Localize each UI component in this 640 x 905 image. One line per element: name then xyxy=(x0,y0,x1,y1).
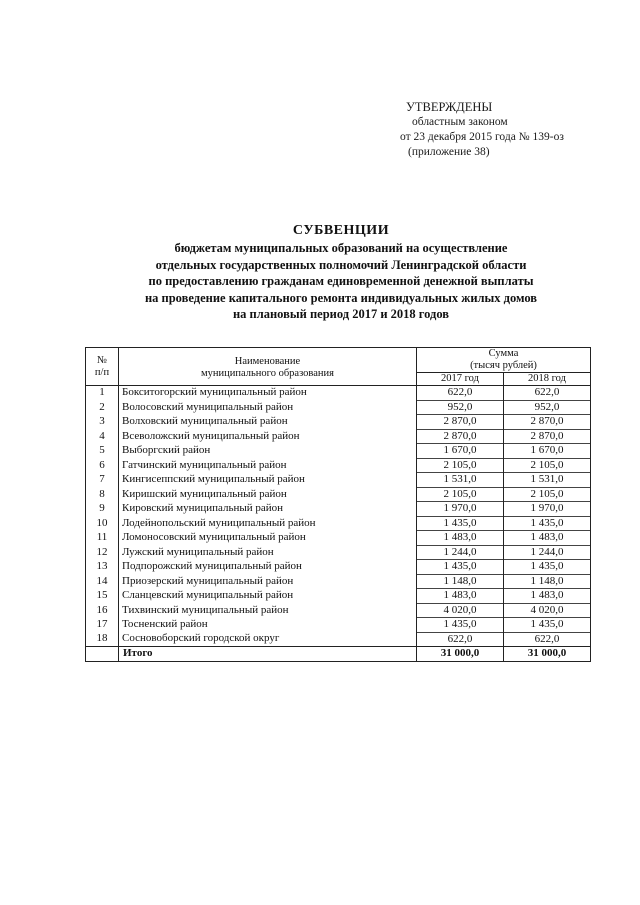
total-2018: 31 000,0 xyxy=(504,647,591,662)
table-row xyxy=(86,458,591,473)
table-row xyxy=(86,444,591,459)
title-line: на проведение капитального ремонта индивидуальных жилых домов xyxy=(144,290,538,305)
table-row xyxy=(86,618,591,633)
total-label: Итого xyxy=(119,647,417,662)
row-value-2018: 2 105,0 xyxy=(504,458,591,473)
row-value-2018: 1 483,0 xyxy=(504,589,591,604)
header-name-line-2: муниципального образования xyxy=(201,367,334,379)
row-municipality-name: Подпорожский муниципальный район xyxy=(119,560,417,575)
table-body xyxy=(86,386,591,647)
approval-line-1: УТВЕРЖДЕНЫ xyxy=(406,100,493,114)
subventions-table xyxy=(85,347,591,662)
table-row xyxy=(86,632,591,647)
row-municipality-name: Кингисеппский муниципальный район xyxy=(119,473,417,488)
row-value-2017: 4 020,0 xyxy=(417,603,504,618)
row-municipality-name: Сосновоборский городской округ xyxy=(119,632,417,647)
header-name-line-1: Наименование xyxy=(234,355,301,367)
title-main: СУБВЕНЦИИ xyxy=(292,223,390,238)
row-number: 6 xyxy=(86,458,119,473)
row-number: 5 xyxy=(86,444,119,459)
row-municipality-name: Ломоносовский муниципальный район xyxy=(119,531,417,546)
row-value-2018: 1 435,0 xyxy=(504,618,591,633)
row-municipality-name: Волосовский муниципальный район xyxy=(119,400,417,415)
row-number: 13 xyxy=(86,560,119,575)
row-value-2018: 622,0 xyxy=(504,386,591,401)
row-number: 11 xyxy=(86,531,119,546)
row-value-2018: 2 870,0 xyxy=(504,429,591,444)
approval-line-2: областным законом xyxy=(412,116,508,128)
table-row xyxy=(86,473,591,488)
title-line: на плановый период 2017 и 2018 годов xyxy=(232,307,450,321)
table-row xyxy=(86,415,591,430)
row-municipality-name: Бокситогорский муниципальный район xyxy=(119,386,417,401)
total-2017: 31 000,0 xyxy=(417,647,504,662)
row-municipality-name: Гатчинский муниципальный район xyxy=(119,458,417,473)
table-row xyxy=(86,574,591,589)
row-value-2018: 1 670,0 xyxy=(504,444,591,459)
row-number: 16 xyxy=(86,603,119,618)
row-value-2018: 4 020,0 xyxy=(504,603,591,618)
row-value-2018: 952,0 xyxy=(504,400,591,415)
row-number: 15 xyxy=(86,589,119,604)
row-value-2018: 1 970,0 xyxy=(504,502,591,517)
row-value-2018: 1 531,0 xyxy=(504,473,591,488)
row-number: 2 xyxy=(86,400,119,415)
approval-line-4: (приложение 38) xyxy=(408,146,490,158)
approval-line-3: от 23 декабря 2015 года № 139-оз xyxy=(400,131,564,143)
row-number: 7 xyxy=(86,473,119,488)
row-value-2017: 1 531,0 xyxy=(417,473,504,488)
row-municipality-name: Волховский муниципальный район xyxy=(119,415,417,430)
row-number: 4 xyxy=(86,429,119,444)
row-value-2018: 2 105,0 xyxy=(504,487,591,502)
row-value-2017: 1 435,0 xyxy=(417,516,504,531)
row-number: 10 xyxy=(86,516,119,531)
header-name xyxy=(119,348,417,386)
row-value-2017: 2 105,0 xyxy=(417,487,504,502)
row-number: 9 xyxy=(86,502,119,517)
total-row xyxy=(86,647,591,662)
row-municipality-name: Выборгский район xyxy=(119,444,417,459)
table-row xyxy=(86,589,591,604)
row-value-2018: 1 483,0 xyxy=(504,531,591,546)
row-value-2017: 1 244,0 xyxy=(417,545,504,560)
row-value-2017: 2 870,0 xyxy=(417,415,504,430)
row-value-2018: 1 435,0 xyxy=(504,560,591,575)
row-number: 14 xyxy=(86,574,119,589)
row-value-2017: 1 435,0 xyxy=(417,618,504,633)
table-row xyxy=(86,386,591,401)
row-number: 17 xyxy=(86,618,119,633)
row-municipality-name: Всеволожский муниципальный район xyxy=(119,429,417,444)
header-number-line-2: п/п xyxy=(94,366,110,378)
row-municipality-name: Киришский муниципальный район xyxy=(119,487,417,502)
table-row xyxy=(86,603,591,618)
row-value-2018: 1 244,0 xyxy=(504,545,591,560)
row-value-2017: 1 670,0 xyxy=(417,444,504,459)
row-value-2018: 622,0 xyxy=(504,632,591,647)
row-value-2017: 2 870,0 xyxy=(417,429,504,444)
title-line: по предоставлению гражданам единовременной денежной выплаты xyxy=(148,274,534,288)
row-municipality-name: Приозерский муниципальный район xyxy=(119,574,417,589)
row-number: 18 xyxy=(86,632,119,647)
table-row xyxy=(86,516,591,531)
table-row xyxy=(86,502,591,517)
row-value-2017: 1 483,0 xyxy=(417,531,504,546)
header-sum xyxy=(417,348,591,373)
table-row xyxy=(86,400,591,415)
row-municipality-name: Тосненский район xyxy=(119,618,417,633)
table-row xyxy=(86,560,591,575)
table-row xyxy=(86,545,591,560)
row-value-2017: 1 970,0 xyxy=(417,502,504,517)
title-line: отдельных государственных полномочий Ленинградской области xyxy=(155,257,527,272)
row-number: 12 xyxy=(86,545,119,560)
header-sum-line-2: (тысяч рублей) xyxy=(470,360,537,371)
header-year-2017: 2017 год xyxy=(417,373,504,386)
header-year-2018: 2018 год xyxy=(504,373,591,386)
row-value-2018: 1 148,0 xyxy=(504,574,591,589)
row-value-2018: 1 435,0 xyxy=(504,516,591,531)
row-number: 3 xyxy=(86,415,119,430)
row-value-2017: 952,0 xyxy=(417,400,504,415)
row-value-2018: 2 870,0 xyxy=(504,415,591,430)
row-municipality-name: Кировский муниципальный район xyxy=(119,502,417,517)
row-municipality-name: Тихвинский муниципальный район xyxy=(119,603,417,618)
row-municipality-name: Лужский муниципальный район xyxy=(119,545,417,560)
row-value-2017: 2 105,0 xyxy=(417,458,504,473)
table-row xyxy=(86,429,591,444)
table-row xyxy=(86,531,591,546)
approval-stamp xyxy=(400,100,564,160)
row-value-2017: 1 483,0 xyxy=(417,589,504,604)
row-municipality-name: Сланцевский муниципальный район xyxy=(119,589,417,604)
table-row xyxy=(86,487,591,502)
document-title xyxy=(0,222,640,323)
header-number xyxy=(86,348,119,386)
header-sum-line-1: Сумма xyxy=(488,348,519,359)
title-line: бюджетам муниципальных образований на осуществление xyxy=(174,241,508,255)
row-value-2017: 622,0 xyxy=(417,632,504,647)
total-number-cell xyxy=(86,647,119,662)
row-number: 8 xyxy=(86,487,119,502)
row-value-2017: 622,0 xyxy=(417,386,504,401)
row-number: 1 xyxy=(86,386,119,401)
row-value-2017: 1 435,0 xyxy=(417,560,504,575)
row-municipality-name: Лодейнопольский муниципальный район xyxy=(119,516,417,531)
row-value-2017: 1 148,0 xyxy=(417,574,504,589)
header-number-line-1: № xyxy=(96,354,108,366)
